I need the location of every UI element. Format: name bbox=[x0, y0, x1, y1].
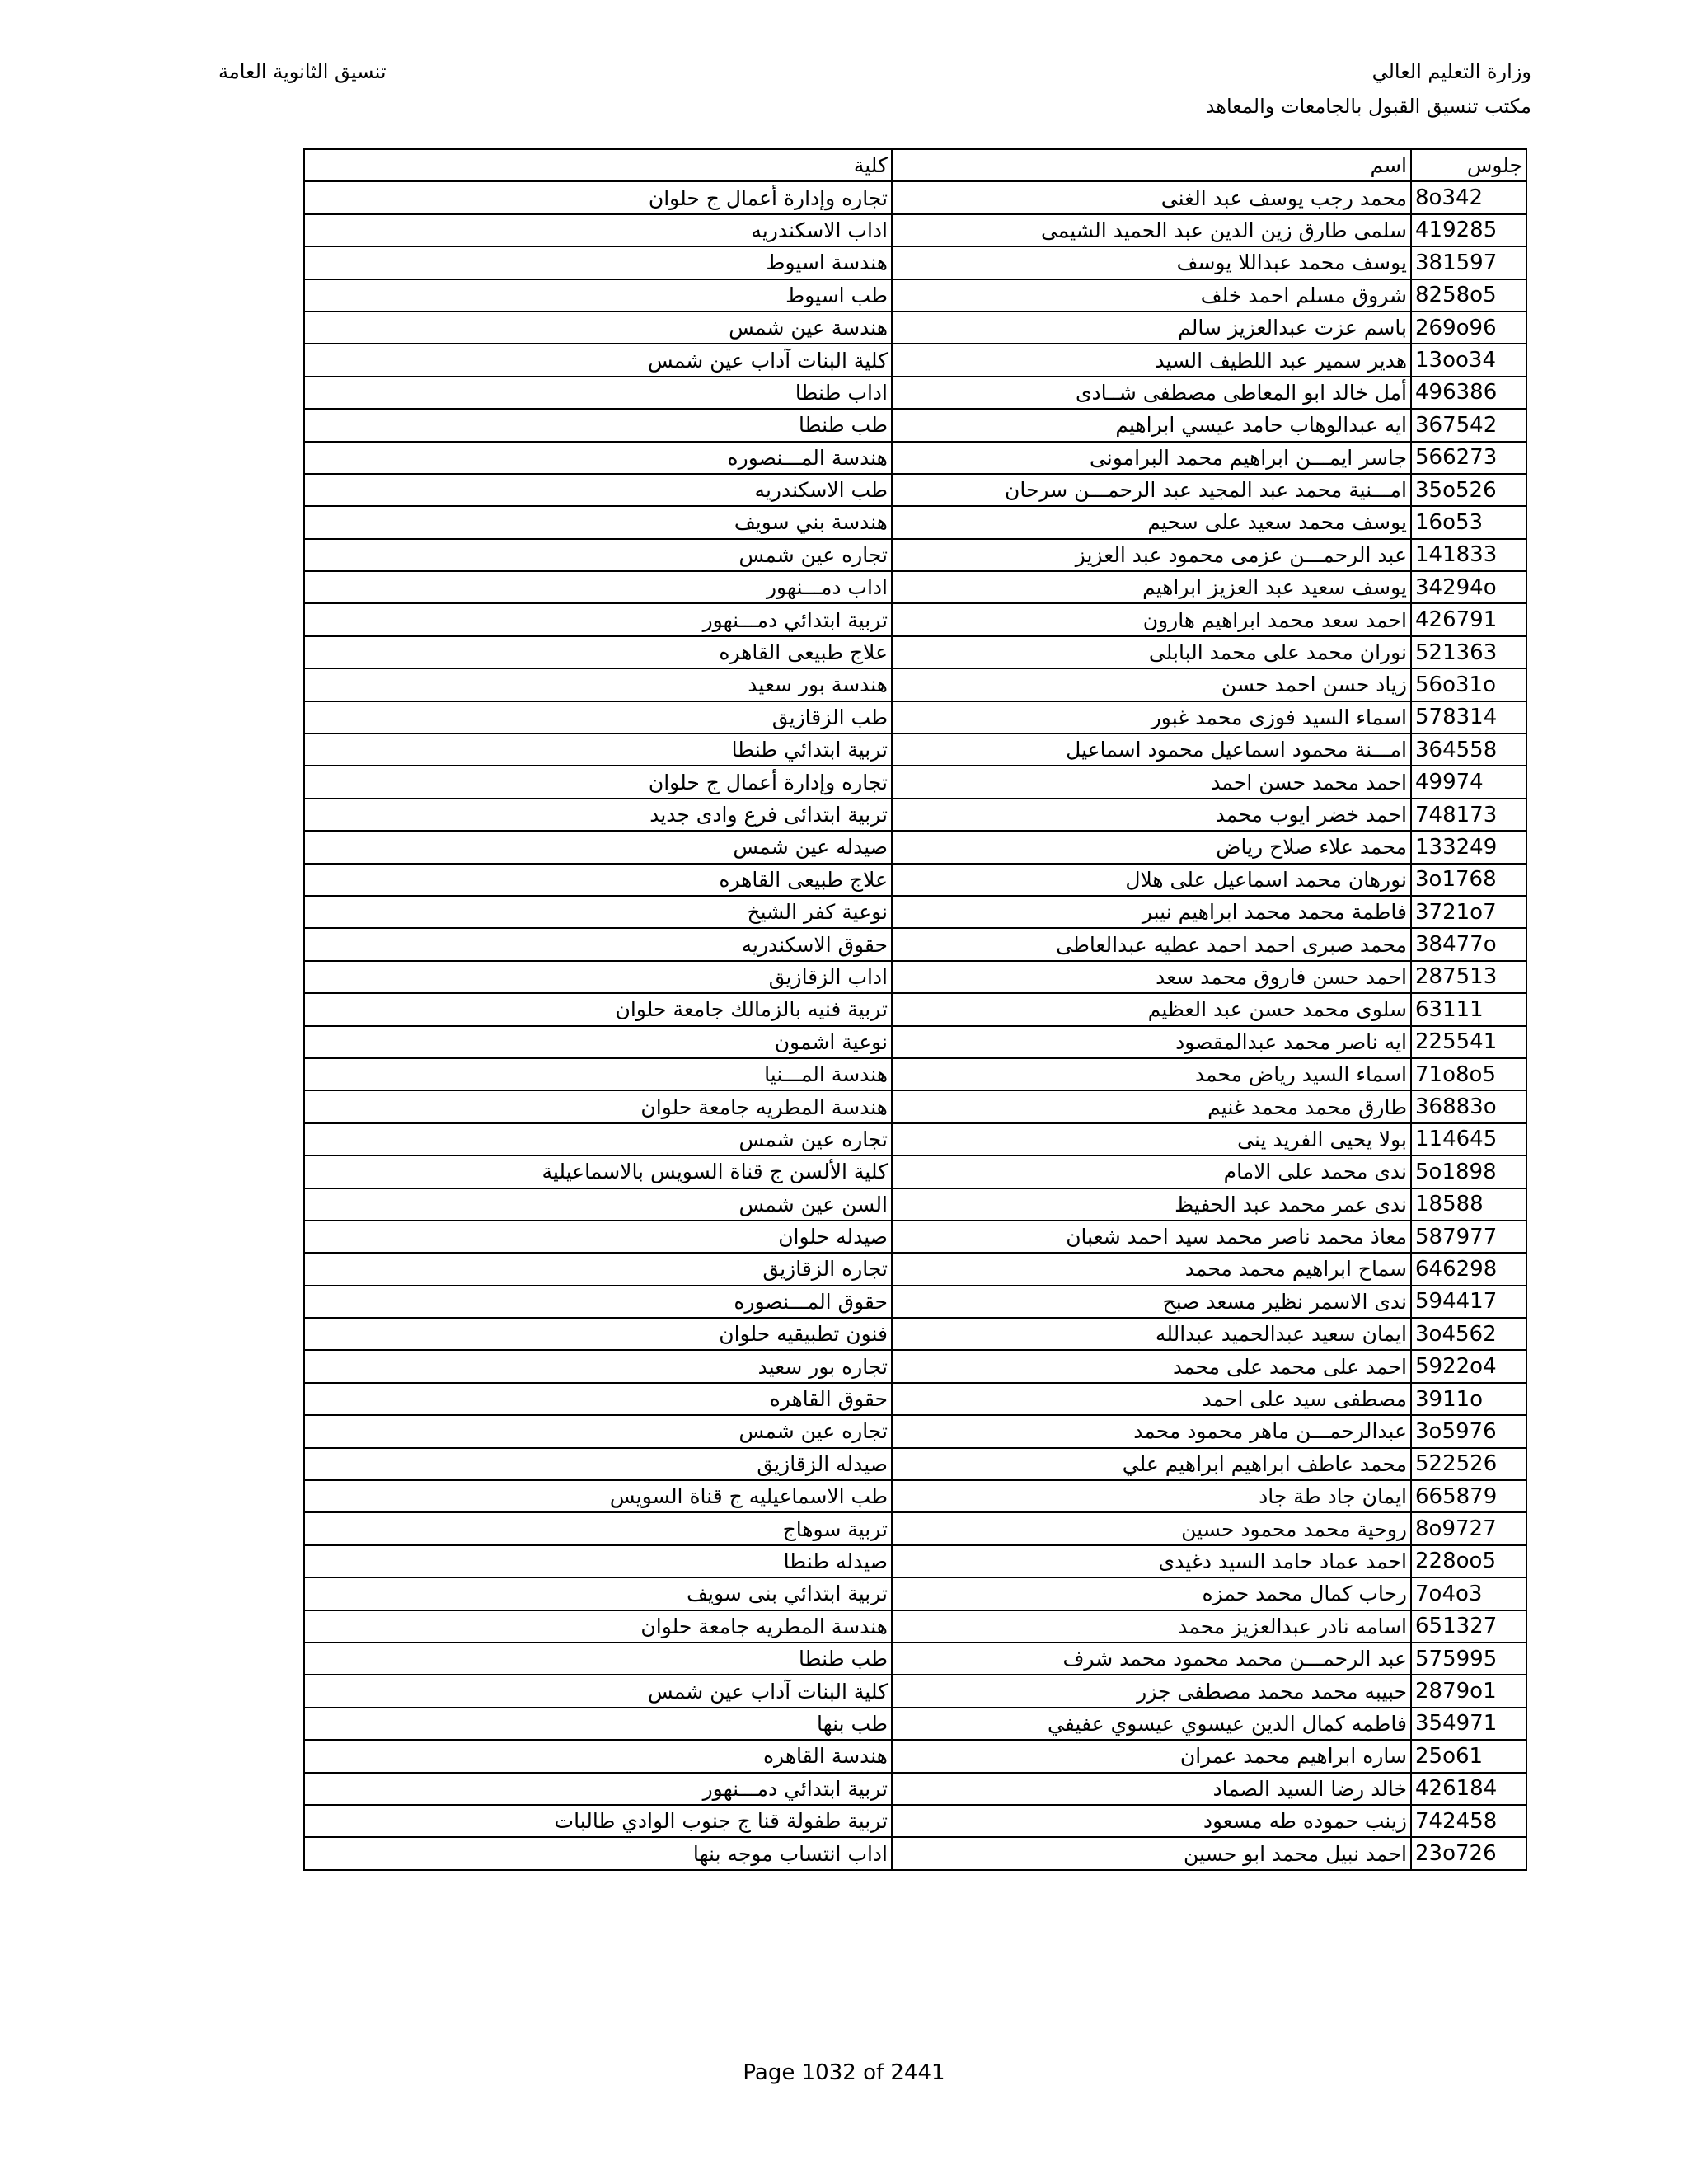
student-name-cell: حبيبه محمد محمد مصطفى جزر bbox=[892, 1675, 1411, 1707]
seat-number-cell: 25o61 bbox=[1411, 1740, 1526, 1772]
table-row bbox=[304, 279, 1526, 312]
college-cell: كلية البنات آداب عين شمس bbox=[304, 344, 892, 376]
results-table bbox=[303, 148, 1527, 1871]
college-cell: نوعية اشمون bbox=[304, 1026, 892, 1058]
student-name-cell: روحية محمد محمود حسين bbox=[892, 1512, 1411, 1544]
table-row bbox=[304, 961, 1526, 993]
student-name-cell: احمد حسن فاروق محمد سعد bbox=[892, 961, 1411, 993]
student-name-cell: ايمان سعيد عبدالحميد عبدالله bbox=[892, 1318, 1411, 1350]
college-cell: هندسة القاهره bbox=[304, 1740, 892, 1772]
student-name-cell: يوسف محمد عبداللا يوسف bbox=[892, 246, 1411, 279]
seat-number-cell: 3911o bbox=[1411, 1383, 1526, 1415]
college-cell: اداب الاسكندريه bbox=[304, 214, 892, 246]
seat-number-cell: 38477o bbox=[1411, 928, 1526, 960]
college-cell: هندسة المـــنيا bbox=[304, 1058, 892, 1090]
student-name-cell: بولا يحيى الفريد ينى bbox=[892, 1123, 1411, 1155]
student-name-cell: فاطمة محمد محمد ابراهيم نيبر bbox=[892, 896, 1411, 928]
student-name-cell: ندى الاسمر نظير مسعد صبح bbox=[892, 1286, 1411, 1318]
student-name-cell: ساره ابراهيم محمد عمران bbox=[892, 1740, 1411, 1772]
table-row bbox=[304, 1643, 1526, 1675]
table-row bbox=[304, 1837, 1526, 1869]
college-cell: تجاره الزقازيق bbox=[304, 1253, 892, 1285]
student-name-cell: اسماء السيد رياض محمد bbox=[892, 1058, 1411, 1090]
seat-number-cell: 496386 bbox=[1411, 377, 1526, 409]
college-cell: هندسة عين شمس bbox=[304, 312, 892, 344]
college-cell: صيدله طنطا bbox=[304, 1545, 892, 1577]
student-name-cell: يوسف سعيد عبد العزيز ابراهيم bbox=[892, 571, 1411, 603]
college-cell: تجاره وإدارة أعمال ج حلوان bbox=[304, 181, 892, 213]
college-cell: تربية ابتدائي دمـــنهور bbox=[304, 1773, 892, 1805]
college-cell: هندسة بني سويف bbox=[304, 506, 892, 538]
student-name-cell: فاطمه كمال الدين عيسوي عيسوي عفيفي bbox=[892, 1708, 1411, 1740]
table-row bbox=[304, 733, 1526, 766]
college-cell: تربية سوهاج bbox=[304, 1512, 892, 1544]
college-cell: طب الاسكندريه bbox=[304, 474, 892, 506]
student-name-cell: طارق محمد محمد غنيم bbox=[892, 1090, 1411, 1122]
table-row bbox=[304, 701, 1526, 733]
table-row bbox=[304, 474, 1526, 506]
seat-number-cell: 419285 bbox=[1411, 214, 1526, 246]
table-row bbox=[304, 442, 1526, 474]
coordination-title: تنسيق الثانوية العامة bbox=[218, 60, 387, 83]
table-row bbox=[304, 1773, 1526, 1805]
college-cell: طب الزقازيق bbox=[304, 701, 892, 733]
table-row bbox=[304, 1577, 1526, 1610]
seat-number-cell: 3721o7 bbox=[1411, 896, 1526, 928]
table-row bbox=[304, 214, 1526, 246]
college-cell: اداب دمـــنهور bbox=[304, 571, 892, 603]
table-row bbox=[304, 1740, 1526, 1772]
column-header-name: اسم bbox=[892, 149, 1411, 181]
student-name-cell: محمد عاطف ابراهيم ابراهيم علي bbox=[892, 1448, 1411, 1480]
table-row bbox=[304, 506, 1526, 538]
student-name-cell: رحاب كمال محمد حمزه bbox=[892, 1577, 1411, 1610]
table-row bbox=[304, 1188, 1526, 1221]
student-name-cell: نوران محمد على محمد البابلى bbox=[892, 636, 1411, 668]
seat-number-cell: 566273 bbox=[1411, 442, 1526, 474]
college-cell: علاج طبيعى القاهره bbox=[304, 636, 892, 668]
seat-number-cell: 742458 bbox=[1411, 1805, 1526, 1837]
college-cell: اداب طنطا bbox=[304, 377, 892, 409]
student-name-cell: محمد علاء صلاح رياض bbox=[892, 831, 1411, 863]
college-cell: طب الاسماعيليه ج قناة السويس bbox=[304, 1480, 892, 1512]
college-cell: طب طنطا bbox=[304, 1643, 892, 1675]
table-header-row bbox=[304, 149, 1526, 181]
student-name-cell: يوسف محمد سعيد على سحيم bbox=[892, 506, 1411, 538]
seat-number-cell: 594417 bbox=[1411, 1286, 1526, 1318]
seat-number-cell: 8o9727 bbox=[1411, 1512, 1526, 1544]
seat-number-cell: 56o31o bbox=[1411, 668, 1526, 701]
student-name-cell: ايه ناصر محمد عبدالمقصود bbox=[892, 1026, 1411, 1058]
seat-number-cell: 3o1768 bbox=[1411, 864, 1526, 896]
student-name-cell: نورهان محمد اسماعيل على هلال bbox=[892, 864, 1411, 896]
student-name-cell: احمد سعد محمد ابراهيم هارون bbox=[892, 603, 1411, 635]
seat-number-cell: 3o5976 bbox=[1411, 1415, 1526, 1447]
seat-number-cell: 16o53 bbox=[1411, 506, 1526, 538]
student-name-cell: ايه عبدالوهاب حامد عيسي ابراهيم bbox=[892, 409, 1411, 441]
college-cell: صيدله حلوان bbox=[304, 1221, 892, 1253]
table-row bbox=[304, 864, 1526, 896]
seat-number-cell: 5o1898 bbox=[1411, 1155, 1526, 1188]
seat-number-cell: 225541 bbox=[1411, 1026, 1526, 1058]
college-cell: السن عين شمس bbox=[304, 1188, 892, 1221]
seat-number-cell: 5922o4 bbox=[1411, 1350, 1526, 1382]
college-cell: حقوق القاهره bbox=[304, 1383, 892, 1415]
student-name-cell: اسماء السيد فوزى محمد غبور bbox=[892, 701, 1411, 733]
seat-number-cell: 587977 bbox=[1411, 1221, 1526, 1253]
student-name-cell: سماح ابراهيم محمد محمد bbox=[892, 1253, 1411, 1285]
college-cell: طب بنها bbox=[304, 1708, 892, 1740]
seat-number-cell: 7o4o3 bbox=[1411, 1577, 1526, 1610]
college-cell: تجاره عين شمس bbox=[304, 1415, 892, 1447]
table-row bbox=[304, 1286, 1526, 1318]
seat-number-cell: 114645 bbox=[1411, 1123, 1526, 1155]
table-row bbox=[304, 1253, 1526, 1285]
table-row bbox=[304, 1058, 1526, 1090]
seat-number-cell: 3o4562 bbox=[1411, 1318, 1526, 1350]
college-cell: هندسة المطريه جامعة حلوان bbox=[304, 1610, 892, 1643]
seat-number-cell: 578314 bbox=[1411, 701, 1526, 733]
table-row bbox=[304, 312, 1526, 344]
table-row bbox=[304, 636, 1526, 668]
table-row bbox=[304, 668, 1526, 701]
college-cell: تجاره وإدارة أعمال ج حلوان bbox=[304, 766, 892, 798]
student-name-cell: امـــنة محمود اسماعيل محمود اسماعيل bbox=[892, 733, 1411, 766]
ministry-title: وزارة التعليم العالي bbox=[1372, 60, 1531, 83]
seat-number-cell: 367542 bbox=[1411, 409, 1526, 441]
seat-number-cell: 8o342 bbox=[1411, 181, 1526, 213]
seat-number-cell: 748173 bbox=[1411, 799, 1526, 831]
student-name-cell: امـــنية محمد عبد المجيد عبد الرحمـــن سرحان bbox=[892, 474, 1411, 506]
student-name-cell: ايمان جاد طة جاد bbox=[892, 1480, 1411, 1512]
table-row bbox=[304, 1480, 1526, 1512]
column-header-seat: جلوس bbox=[1411, 149, 1526, 181]
college-cell: تجاره عين شمس bbox=[304, 539, 892, 571]
seat-number-cell: 364558 bbox=[1411, 733, 1526, 766]
office-title: مكتب تنسيق القبول بالجامعات والمعاهد bbox=[1205, 95, 1531, 118]
college-cell: تربية فنيه بالزمالك جامعة حلوان bbox=[304, 993, 892, 1025]
seat-number-cell: 575995 bbox=[1411, 1643, 1526, 1675]
student-name-cell: احمد محمد حسن احمد bbox=[892, 766, 1411, 798]
table-row bbox=[304, 1318, 1526, 1350]
table-row bbox=[304, 1675, 1526, 1707]
seat-number-cell: 141833 bbox=[1411, 539, 1526, 571]
student-name-cell: احمد خضر ايوب محمد bbox=[892, 799, 1411, 831]
results-table-body bbox=[304, 149, 1526, 1870]
student-name-cell: شروق مسلم احمد خلف bbox=[892, 279, 1411, 312]
seat-number-cell: 521363 bbox=[1411, 636, 1526, 668]
table-row bbox=[304, 571, 1526, 603]
seat-number-cell: 426184 bbox=[1411, 1773, 1526, 1805]
seat-number-cell: 49974 bbox=[1411, 766, 1526, 798]
seat-number-cell: 665879 bbox=[1411, 1480, 1526, 1512]
student-name-cell: محمد صبرى احمد احمد عطيه عبدالعاطى bbox=[892, 928, 1411, 960]
seat-number-cell: 23o726 bbox=[1411, 1837, 1526, 1869]
seat-number-cell: 71o8o5 bbox=[1411, 1058, 1526, 1090]
table-row bbox=[304, 409, 1526, 441]
college-cell: نوعية كفر الشيخ bbox=[304, 896, 892, 928]
student-name-cell: جاسر ايمـــن ابراهيم محمد البرامونى bbox=[892, 442, 1411, 474]
table-row bbox=[304, 1350, 1526, 1382]
seat-number-cell: 646298 bbox=[1411, 1253, 1526, 1285]
seat-number-cell: 381597 bbox=[1411, 246, 1526, 279]
college-cell: تربية ابتدائي طنطا bbox=[304, 733, 892, 766]
table-row bbox=[304, 181, 1526, 213]
student-name-cell: احمد على محمد على محمد bbox=[892, 1350, 1411, 1382]
college-cell: اداب الزقازيق bbox=[304, 961, 892, 993]
table-row bbox=[304, 1221, 1526, 1253]
seat-number-cell: 133249 bbox=[1411, 831, 1526, 863]
college-cell: هندسة اسيوط bbox=[304, 246, 892, 279]
table-row bbox=[304, 1415, 1526, 1447]
table-row bbox=[304, 1708, 1526, 1740]
college-cell: تربية ابتدائي بنى سويف bbox=[304, 1577, 892, 1610]
table-row bbox=[304, 1512, 1526, 1544]
table-row bbox=[304, 603, 1526, 635]
college-cell: هندسة بور سعيد bbox=[304, 668, 892, 701]
college-cell: حقوق الاسكندريه bbox=[304, 928, 892, 960]
seat-number-cell: 35o526 bbox=[1411, 474, 1526, 506]
table-row bbox=[304, 1090, 1526, 1122]
table-row bbox=[304, 1383, 1526, 1415]
table-row bbox=[304, 831, 1526, 863]
seat-number-cell: 522526 bbox=[1411, 1448, 1526, 1480]
college-cell: اداب انتساب موجه بنها bbox=[304, 1837, 892, 1869]
seat-number-cell: 63111 bbox=[1411, 993, 1526, 1025]
student-name-cell: اسامه نادر عبدالعزيز محمد bbox=[892, 1610, 1411, 1643]
seat-number-cell: 2879o1 bbox=[1411, 1675, 1526, 1707]
seat-number-cell: 287513 bbox=[1411, 961, 1526, 993]
table-row bbox=[304, 896, 1526, 928]
college-cell: حقوق المـــنصوره bbox=[304, 1286, 892, 1318]
student-name-cell: أمل خالد ابو المعاطى مصطفى شــادى bbox=[892, 377, 1411, 409]
table-row bbox=[304, 766, 1526, 798]
college-cell: صيدله عين شمس bbox=[304, 831, 892, 863]
table-row bbox=[304, 1123, 1526, 1155]
seat-number-cell: 651327 bbox=[1411, 1610, 1526, 1643]
table-row bbox=[304, 1610, 1526, 1643]
college-cell: كلية البنات آداب عين شمس bbox=[304, 1675, 892, 1707]
student-name-cell: ندى محمد على الامام bbox=[892, 1155, 1411, 1188]
student-name-cell: احمد عماد حامد السيد دغيدى bbox=[892, 1545, 1411, 1577]
table-row bbox=[304, 928, 1526, 960]
seat-number-cell: 36883o bbox=[1411, 1090, 1526, 1122]
college-cell: تربية ابتدائى فرع وادى جديد bbox=[304, 799, 892, 831]
college-cell: كلية الألسن ج قناة السويس بالاسماعيلية bbox=[304, 1155, 892, 1188]
table-row bbox=[304, 344, 1526, 376]
college-cell: تربية طفولة قنا ج جنوب الوادي طالبات bbox=[304, 1805, 892, 1837]
table-row bbox=[304, 246, 1526, 279]
student-name-cell: عبدالرحمـــن ماهر محمود محمد bbox=[892, 1415, 1411, 1447]
college-cell: صيدله الزقازيق bbox=[304, 1448, 892, 1480]
table-row bbox=[304, 1155, 1526, 1188]
student-name-cell: سلوى محمد حسن عبد العظيم bbox=[892, 993, 1411, 1025]
seat-number-cell: 34294o bbox=[1411, 571, 1526, 603]
table-row bbox=[304, 1805, 1526, 1837]
student-name-cell: سلمى طارق زين الدين عبد الحميد الشيمى bbox=[892, 214, 1411, 246]
seat-number-cell: 228oo5 bbox=[1411, 1545, 1526, 1577]
college-cell: تجاره بور سعيد bbox=[304, 1350, 892, 1382]
student-name-cell: عبد الرحمـــن محمد محمود محمد شرف bbox=[892, 1643, 1411, 1675]
student-name-cell: زياد حسن احمد حسن bbox=[892, 668, 1411, 701]
college-cell: تربية ابتدائي دمـــنهور bbox=[304, 603, 892, 635]
student-name-cell: هدير سمير عبد اللطيف السيد bbox=[892, 344, 1411, 376]
college-cell: طب طنطا bbox=[304, 409, 892, 441]
seat-number-cell: 269o96 bbox=[1411, 312, 1526, 344]
student-name-cell: زينب حموده طه مسعود bbox=[892, 1805, 1411, 1837]
table-row bbox=[304, 377, 1526, 409]
college-cell: طب اسيوط bbox=[304, 279, 892, 312]
student-name-cell: عبد الرحمـــن عزمى محمود عبد العزيز bbox=[892, 539, 1411, 571]
seat-number-cell: 426791 bbox=[1411, 603, 1526, 635]
page-number: Page 1032 of 2441 bbox=[743, 2060, 945, 2085]
table-row bbox=[304, 799, 1526, 831]
seat-number-cell: 8258o5 bbox=[1411, 279, 1526, 312]
college-cell: هندسة المـــنصوره bbox=[304, 442, 892, 474]
table-row bbox=[304, 539, 1526, 571]
student-name-cell: محمد رجب يوسف عبد الغنى bbox=[892, 181, 1411, 213]
seat-number-cell: 13oo34 bbox=[1411, 344, 1526, 376]
student-name-cell: خالد رضا السيد الصماد bbox=[892, 1773, 1411, 1805]
college-cell: فنون تطبيقيه حلوان bbox=[304, 1318, 892, 1350]
college-cell: هندسة المطريه جامعة حلوان bbox=[304, 1090, 892, 1122]
college-cell: علاج طبيعى القاهره bbox=[304, 864, 892, 896]
student-name-cell: ندى عمر محمد عبد الحفيظ bbox=[892, 1188, 1411, 1221]
table-row bbox=[304, 1026, 1526, 1058]
student-name-cell: احمد نبيل محمد ابو حسين bbox=[892, 1837, 1411, 1869]
table-row bbox=[304, 993, 1526, 1025]
table-row bbox=[304, 1448, 1526, 1480]
college-cell: تجاره عين شمس bbox=[304, 1123, 892, 1155]
seat-number-cell: 18588 bbox=[1411, 1188, 1526, 1221]
seat-number-cell: 354971 bbox=[1411, 1708, 1526, 1740]
student-name-cell: مصطفى سيد على احمد bbox=[892, 1383, 1411, 1415]
student-name-cell: باسم عزت عبدالعزيز سالم bbox=[892, 312, 1411, 344]
table-row bbox=[304, 1545, 1526, 1577]
column-header-college: كلية bbox=[304, 149, 892, 181]
student-name-cell: معاذ محمد ناصر محمد سيد احمد شعبان bbox=[892, 1221, 1411, 1253]
